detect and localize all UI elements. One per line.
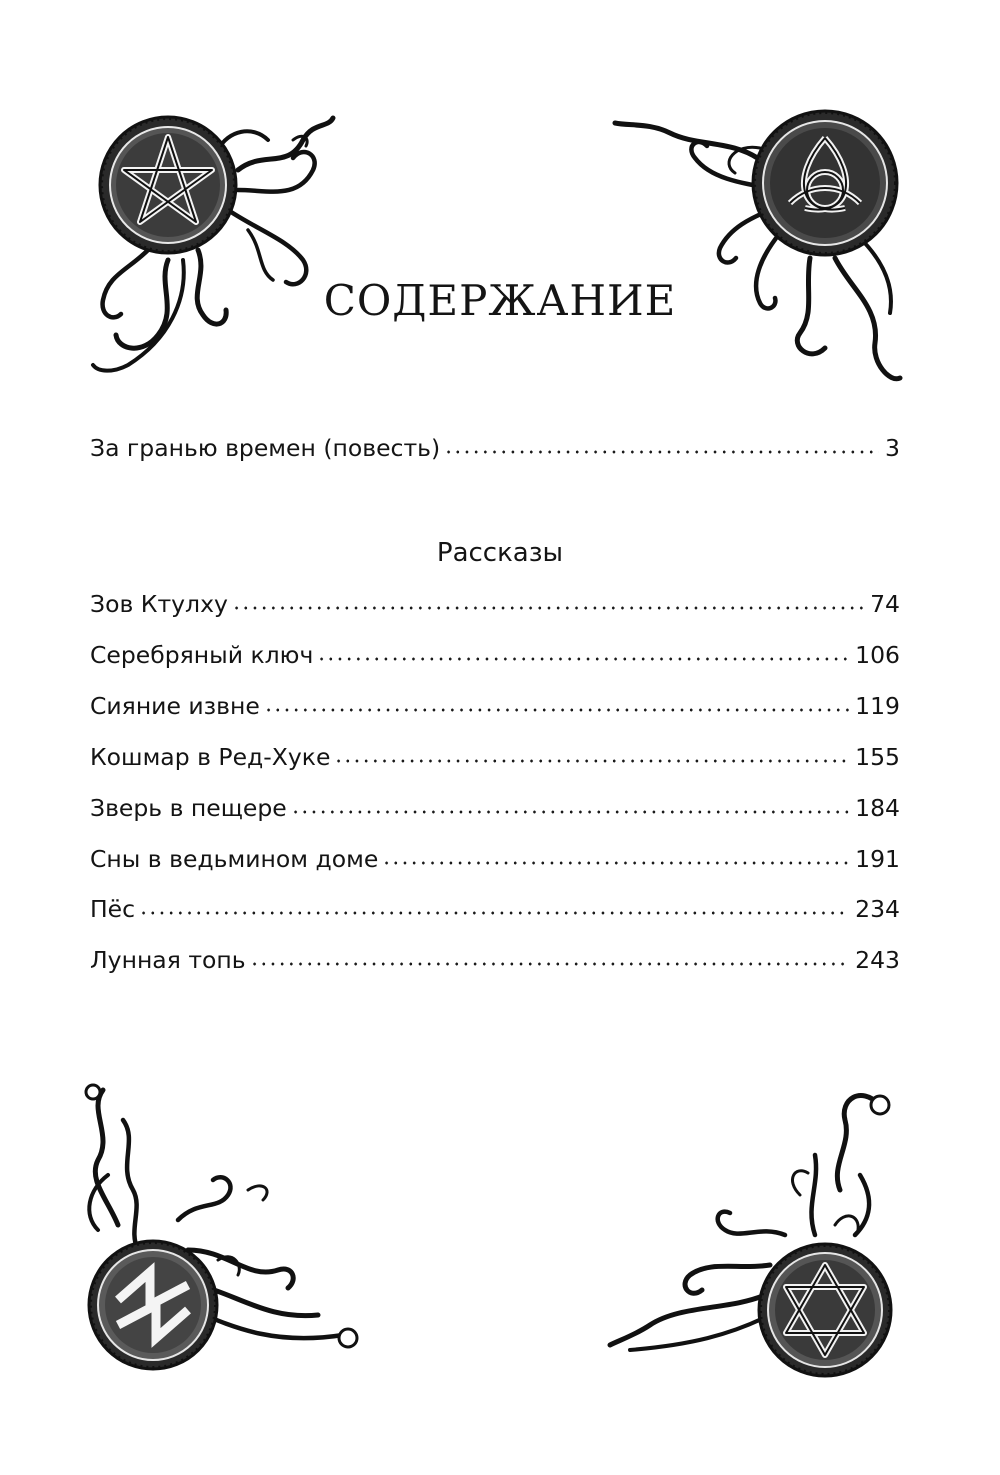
- toc-entry-page: 155: [855, 743, 900, 771]
- toc-entry-title: Зверь в пещере: [90, 794, 287, 822]
- rune-tentacle-ornament-icon: [78, 1080, 368, 1380]
- dot-leader: [382, 861, 849, 865]
- toc-entry-title: Серебряный ключ: [90, 641, 314, 669]
- toc-entry-title: Сияние извне: [90, 692, 260, 720]
- toc-entry-title: Кошмар в Ред-Хуке: [90, 743, 331, 771]
- toc-entry[interactable]: [90, 590, 900, 624]
- triquetra-tentacle-ornament-icon: [610, 108, 910, 393]
- toc-entry[interactable]: [90, 845, 900, 879]
- toc-entry-title: Лунная топь: [90, 946, 246, 974]
- dot-leader: [232, 606, 864, 610]
- hexagram-tentacle-ornament-icon: [590, 1085, 910, 1385]
- toc-entry[interactable]: [90, 641, 900, 675]
- toc-entry[interactable]: [90, 794, 900, 828]
- toc-entry-title: За гранью времен (повесть): [90, 434, 441, 462]
- section-heading: Рассказы: [436, 538, 564, 568]
- pentagram-tentacle-ornament-icon: [88, 110, 338, 380]
- toc-entry-page: 234: [855, 895, 900, 923]
- toc-entry-page: 106: [855, 641, 900, 669]
- toc-entry-page: 191: [855, 845, 900, 873]
- dot-leader: [334, 759, 849, 763]
- toc-entry-title: Зов Ктулху: [90, 590, 228, 618]
- toc-entry[interactable]: [90, 692, 900, 726]
- toc-entry-title: Сны в ведьмином доме: [90, 845, 379, 873]
- toc-entry[interactable]: [90, 946, 900, 980]
- dot-leader: [250, 962, 850, 966]
- page-title: СОДЕРЖАНИЕ: [323, 276, 677, 325]
- toc-entry-page: 74: [870, 590, 900, 618]
- dot-leader: [317, 657, 849, 661]
- dot-leader: [139, 911, 849, 915]
- toc-entry-title: Пёс: [90, 895, 136, 923]
- dot-leader: [291, 810, 849, 814]
- toc-entry-page: 243: [855, 946, 900, 974]
- toc-entry[interactable]: [90, 895, 900, 929]
- toc-entry-page: 119: [855, 692, 900, 720]
- toc-entry-main[interactable]: [90, 434, 900, 468]
- dot-leader: [444, 450, 879, 454]
- toc-entry-page: 184: [855, 794, 900, 822]
- toc-entry-page: 3: [885, 434, 900, 462]
- dot-leader: [264, 708, 849, 712]
- toc-entry[interactable]: [90, 743, 900, 777]
